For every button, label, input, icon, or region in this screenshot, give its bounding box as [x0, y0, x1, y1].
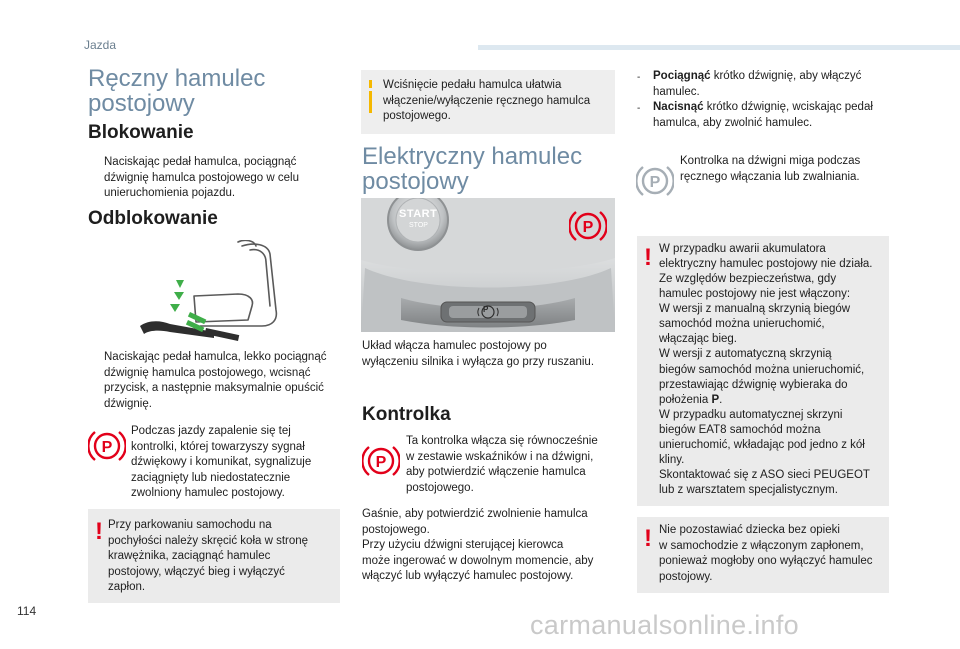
text-line: Naciskając pedał hamulca, lekko pociągnąć [104, 351, 327, 363]
text-line: Przy parkowaniu samochodu na [108, 519, 272, 531]
text-line: Gaśnie, aby potwierdzić zwolnienie hamulca [362, 508, 588, 520]
text-line: Nie pozostawiać dziecka bez opieki [659, 524, 840, 536]
text-line: postojowego. [406, 481, 474, 494]
icon-letter: P [649, 174, 661, 191]
text-line: aby potwierdzić włączenie hamulca [406, 466, 586, 479]
text-line: wyłączeniu silnika i wyłącza go przy ruszaniu. [362, 355, 595, 368]
text-line: dźwiękowy i komunikat, sygnalizuje [131, 456, 312, 469]
list-dash: - [637, 103, 641, 115]
text-line: hamulec. [653, 85, 700, 98]
text-line: W przypadku awarii akumulatora [659, 243, 826, 255]
info-text [383, 78, 611, 125]
text-line: Układ włącza hamulec postojowy po [362, 340, 547, 352]
warning-icon: ! [644, 525, 652, 552]
odblokowanie-heading: Odblokowanie [88, 208, 218, 229]
header-bar [478, 45, 960, 50]
battery-failure-warning-box [637, 236, 889, 506]
console-photo [361, 198, 615, 332]
text-line: przestawiając dźwignię wybieraka do [659, 378, 848, 391]
odblokowanie-bullet [88, 350, 350, 412]
warning-text [659, 523, 887, 585]
kontrolka-note [406, 434, 616, 496]
page-number: 114 [17, 604, 37, 618]
manual-brake-title [88, 66, 338, 116]
text-line: lub z warsztatem specjalistycznym. [659, 484, 838, 496]
info-icon [369, 80, 372, 88]
action-verb: Nacisnąć [653, 101, 704, 114]
parking-brake-indicator-icon [569, 208, 607, 244]
text-line: unieruchomić, wkładając pod jedno z kół [659, 438, 865, 451]
text-line: hamulec postojowy nie jest włączony: [659, 288, 851, 301]
stop-label: STOP [409, 222, 428, 229]
position-suffix: . [719, 393, 723, 406]
child-warning-box [637, 517, 889, 593]
text-line: krótko dźwignię, wciskając pedał [703, 101, 873, 114]
seat-pedal-illustration [130, 240, 310, 350]
kontrolka-heading: Kontrolka [362, 404, 451, 425]
text-line: postojowy, włączyć bieg i wyłączyć [108, 565, 285, 578]
warning-text [108, 518, 334, 596]
text-line: unieruchomienia pojazdu. [104, 187, 236, 200]
text-line: W wersji z automatyczną skrzynią [659, 348, 832, 361]
icon-letter: P [375, 454, 387, 471]
text-line: dźwignię. [104, 397, 152, 410]
indicator-note [131, 424, 341, 502]
parking-brake-indicator-icon [362, 443, 400, 479]
icon-letter: P [101, 439, 113, 456]
text-line: dźwignię hamulca postojowego, wcisnąć [104, 366, 311, 379]
text-line: włączyć lub wyłączyć hamulec postojowy. [362, 570, 574, 583]
list-item [637, 69, 893, 100]
warning-icon: ! [644, 244, 652, 271]
text-line: hamulca, aby zwolnić hamulec. [653, 116, 813, 129]
text-line: Naciskając pedał hamulca, pociągnąć [104, 156, 297, 168]
blokowanie-heading: Blokowanie [88, 122, 194, 143]
text-line: Ta kontrolka włącza się równocześnie [406, 435, 598, 447]
text-line: Podczas jazdy zapalenie się tej [131, 425, 291, 437]
info-icon-stem [369, 91, 372, 113]
text-line: krótko dźwignię, aby włączyć [710, 70, 862, 82]
lever-blink-note [680, 154, 890, 185]
parking-brake-warning-icon [88, 428, 126, 464]
info-box [361, 70, 615, 134]
icon-letter: P [582, 219, 594, 236]
text-line: Kontrolka na dźwigni miga podczas [680, 155, 861, 167]
electric-brake-title-line1: Elektryczny hamulec [362, 143, 583, 170]
text-line: zwolniony hamulec postojowy. [131, 487, 285, 500]
text-line: samochód można unieruchomić, [659, 318, 825, 331]
action-verb: Pociągnąć [653, 70, 711, 82]
text-line: może ingerować w dowolnym momencie, aby [362, 554, 594, 567]
text-line: biegów EAT8 samochód można [659, 423, 821, 436]
text-line: dźwignię hamulca postojowego w celu [104, 171, 299, 184]
section-label: Jazda [84, 38, 117, 52]
parking-slope-warning-box [88, 509, 340, 603]
lever-action-list [637, 69, 893, 131]
position-prefix: położenia [659, 393, 712, 406]
text-line: zapłon. [108, 581, 146, 594]
text-line: w samochodzie z włączonym zapłonem, [659, 539, 864, 552]
manual-brake-title-line2: postojowy [88, 90, 195, 118]
bullet-mark [88, 155, 104, 202]
text-line: biegów samochód można unieruchomić, [659, 363, 865, 376]
text-line: przycisk, a następnie maksymalnie opuścić [104, 382, 324, 395]
text-line: Wciśnięcie pedału hamulca ułatwia [383, 79, 562, 91]
manual-brake-title-line1: Ręczny hamulec [88, 65, 266, 92]
text-line: włączenie/wyłączenie ręcznego hamulca [383, 94, 591, 107]
start-label: START [399, 208, 438, 220]
watermark: carmanualsonline.info [530, 610, 799, 640]
text-line: W wersji z manualną skrzynią biegów [659, 303, 851, 316]
text-line: Ze względów bezpieczeństwa, gdy [659, 273, 837, 286]
warning-text [659, 242, 887, 498]
text-line: krawężnika, zaciągnąć hamulec [108, 550, 271, 563]
position-p: P [711, 393, 720, 406]
list-dash: - [637, 72, 641, 83]
warning-icon: ! [95, 518, 103, 545]
text-line: postojowego. [362, 523, 430, 536]
text-line: ponieważ mogłoby ono wyłączyć hamulec [659, 555, 873, 568]
text-line: włączając bieg. [659, 333, 737, 346]
text-line: postojowego. [383, 110, 451, 123]
text-line: kontrolki, której towarzyszy sygnał [131, 440, 305, 453]
electric-brake-title [362, 144, 612, 194]
parking-brake-lever-icon [636, 163, 674, 199]
bullet-mark [88, 350, 104, 412]
text-line: ręcznego włączania lub zwalniania. [680, 170, 860, 183]
list-item [637, 100, 893, 131]
text-line: pochyłości należy skręcić koła w stronę [108, 534, 309, 547]
text-line: Przy użyciu dźwigni sterującej kierowca [362, 539, 564, 552]
console-p-letter: P [483, 305, 489, 314]
kontrolka-after-text [362, 507, 620, 585]
photo-caption [362, 339, 620, 370]
text-line: w zestawie wskaźników i na dźwigni, [406, 450, 594, 463]
text-line [659, 393, 887, 408]
electric-brake-title-line2: postojowy [362, 168, 469, 196]
text-line: postojowy. [659, 570, 713, 583]
text-line: Skontaktować się z ASO sieci PEUGEOT [659, 468, 870, 481]
blokowanie-bullet [88, 155, 343, 202]
text-line: kliny. [659, 453, 685, 466]
text-line: elektryczny hamulec postojowy nie działa. [659, 258, 873, 271]
text-line: zaciągnięty lub niedostatecznie [131, 471, 291, 484]
text-line: W przypadku automatycznej skrzyni [659, 408, 843, 421]
